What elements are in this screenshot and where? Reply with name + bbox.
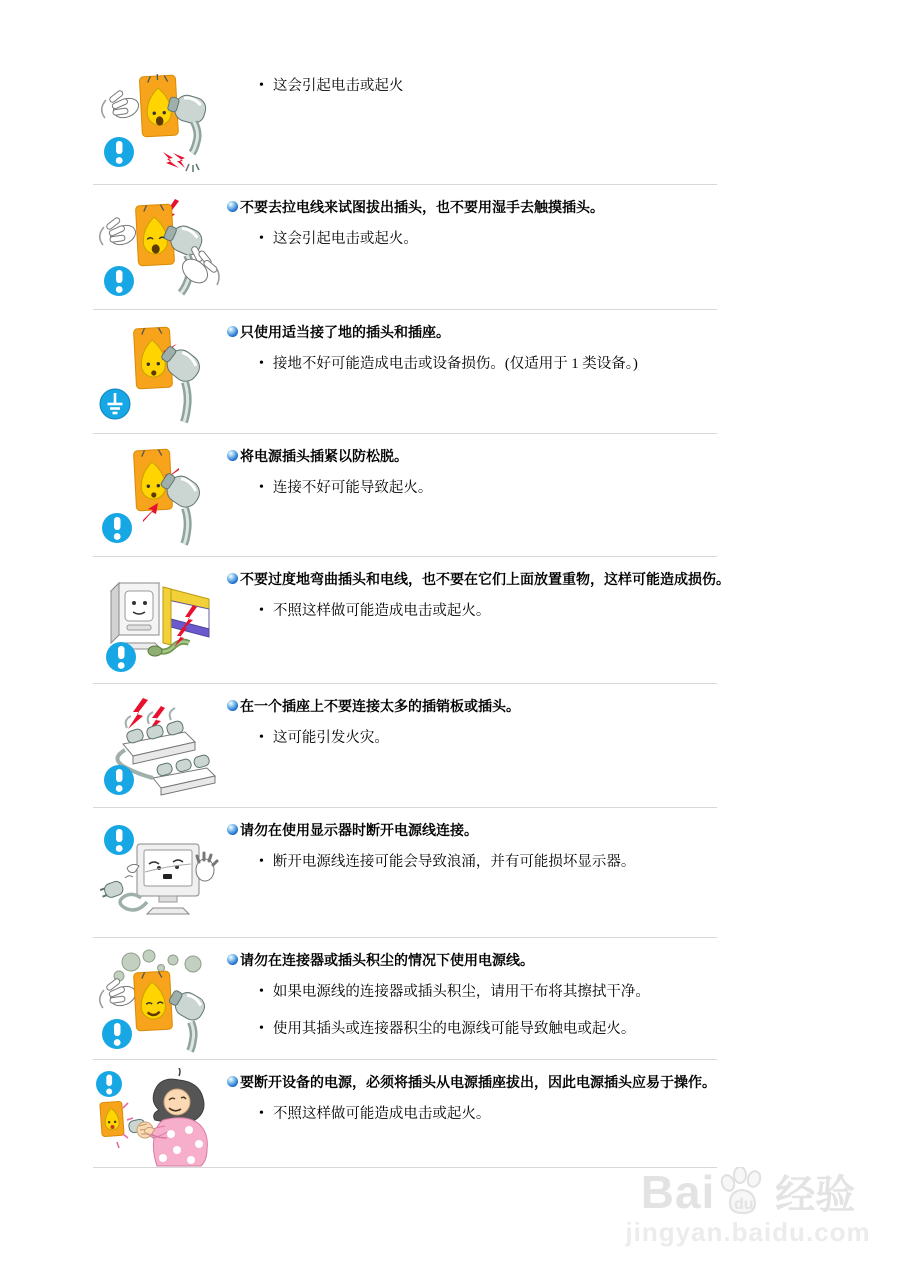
exclamation-icon xyxy=(102,513,132,543)
exclamation-icon xyxy=(104,266,134,296)
bullet-item xyxy=(259,852,717,872)
illustration-monitor-unplugged xyxy=(93,808,227,937)
section-heading xyxy=(227,1072,717,1092)
safety-section-8 xyxy=(93,938,717,1060)
watermark-bai-text: Bai xyxy=(640,1166,716,1218)
power-strip-icon xyxy=(123,708,195,764)
illustration-dusty-plug xyxy=(93,938,227,1059)
bullet-text: 断开电源线连接可能会导致浪涌，并有可能损坏显示器。 xyxy=(272,854,636,871)
woman-icon xyxy=(144,1068,207,1166)
heading-text: 要断开设备的电源，必须将插头从电源插座拔出，因此电源插头应易于操作。 xyxy=(240,1074,716,1090)
bullet-dot: • xyxy=(259,730,264,746)
bullet-item xyxy=(259,728,717,748)
heading-text: 请勿在连接器或插头积尘的情况下使用电源线。 xyxy=(240,952,534,968)
exclamation-icon xyxy=(104,765,134,795)
svg-text:du: du xyxy=(734,1196,754,1213)
hand-icon xyxy=(100,978,139,1010)
blue-ball-icon xyxy=(227,450,238,461)
safety-section-2 xyxy=(93,185,717,310)
section-heading xyxy=(227,446,717,466)
exclamation-icon xyxy=(96,1071,122,1097)
exclamation-icon xyxy=(102,1019,132,1049)
section-heading xyxy=(227,696,717,716)
heading-text: 请勿在使用显示器时断开电源线连接。 xyxy=(240,822,478,838)
bullet-text: 接地不好可能造成电击或设备损伤。(仅适用于 1 类设备。) xyxy=(272,356,638,373)
hand-icon xyxy=(100,217,139,249)
bullet-dot: • xyxy=(259,984,264,1000)
bullet-dot: • xyxy=(259,231,264,247)
bullet-item xyxy=(259,478,717,498)
illustration-woman-unplugging xyxy=(93,1060,227,1167)
manual-page-content xyxy=(93,60,730,1168)
exclamation-icon xyxy=(106,642,136,672)
monitor-icon xyxy=(111,583,161,649)
ground-icon xyxy=(100,389,130,419)
watermark-jingyan-text: 经验 xyxy=(775,1173,856,1217)
safety-section-6 xyxy=(93,684,717,808)
hand-icon xyxy=(102,90,142,122)
illustration-pull-cord-wet-hand xyxy=(93,185,227,309)
bullet-dot: • xyxy=(259,78,264,93)
bullet-text: 如果电源线的连接器或插头积尘，请用干布将其擦拭干净。 xyxy=(272,984,650,1001)
bullet-item xyxy=(259,229,717,249)
blue-ball-icon xyxy=(227,201,238,212)
safety-section-5 xyxy=(93,557,730,684)
safety-section-1 xyxy=(93,60,717,185)
illustration-insert-plug-firmly xyxy=(93,434,227,556)
watermark-url: jingyan.baidu.com xyxy=(625,1217,871,1247)
bullet-item xyxy=(259,1019,717,1039)
heading-text: 不要去拉电线来试图拔出插头，也不要用湿手去触摸插头。 xyxy=(240,199,604,215)
outlet-icon xyxy=(134,971,173,1031)
section-heading xyxy=(227,322,717,342)
blue-ball-icon xyxy=(227,1076,238,1087)
safety-section-4 xyxy=(93,434,717,557)
bullet-item xyxy=(259,601,730,621)
illustration-bent-cord-heavy-object xyxy=(93,557,227,683)
heading-text: 将电源插头插紧以防松脱。 xyxy=(240,448,408,464)
bullet-text: 这会引起电击或起火 xyxy=(272,78,404,94)
exclamation-icon xyxy=(104,137,134,167)
power-strip-2-icon xyxy=(153,754,215,795)
bullet-dot: • xyxy=(259,1020,264,1036)
baidu-paw-icon xyxy=(716,1167,768,1217)
blue-ball-icon xyxy=(227,326,238,337)
section-heading xyxy=(227,820,717,840)
section-heading xyxy=(227,569,730,589)
safety-section-9 xyxy=(93,1060,717,1168)
bullet-dot: • xyxy=(259,854,264,870)
blue-ball-icon xyxy=(227,700,238,711)
blue-ball-icon xyxy=(227,954,238,965)
illustration-grounded-plug xyxy=(93,310,227,433)
blue-ball-icon xyxy=(227,824,238,835)
baidu-jingyan-watermark xyxy=(598,1167,898,1248)
bullet-item xyxy=(259,982,717,1002)
bullet-text: 连接不好可能导致起火。 xyxy=(272,480,433,497)
bullet-text: 这可能引发火灾。 xyxy=(272,730,389,747)
heading-text: 不要过度地弯曲插头和电线，也不要在它们上面放置重物，这样可能造成损伤。 xyxy=(240,571,730,587)
section-heading xyxy=(227,950,717,970)
heading-text: 只使用适当接了地的插头和插座。 xyxy=(240,324,450,340)
bullet-dot: • xyxy=(259,356,264,372)
exclamation-icon xyxy=(104,825,134,855)
bullet-text: 不照这样做可能造成电击或起火。 xyxy=(272,603,491,620)
illustration-plug-spark xyxy=(93,60,227,184)
bullet-item xyxy=(259,1104,717,1124)
bullet-dot: • xyxy=(259,1106,264,1122)
section-heading xyxy=(227,197,717,217)
spark-icon xyxy=(163,152,185,168)
illustration-overloaded-outlet xyxy=(93,684,227,807)
bullet-text: 这会引起电击或起火。 xyxy=(272,231,418,248)
bullet-text: 不照这样做可能造成电击或起火。 xyxy=(272,1106,491,1123)
watermark-brand xyxy=(598,1166,898,1218)
blue-ball-icon xyxy=(227,573,238,584)
bullet-item xyxy=(259,76,717,96)
bullet-item xyxy=(259,354,717,374)
safety-section-7 xyxy=(93,808,717,938)
bullet-text: 使用其插头或连接器积尘的电源线可能导致触电或起火。 xyxy=(272,1020,636,1037)
bullet-dot: • xyxy=(259,480,264,496)
outlet-icon xyxy=(100,1101,124,1136)
heading-text: 在一个插座上不要连接太多的插销板或插头。 xyxy=(240,698,520,714)
bullet-dot: • xyxy=(259,603,264,619)
safety-section-3 xyxy=(93,310,717,434)
